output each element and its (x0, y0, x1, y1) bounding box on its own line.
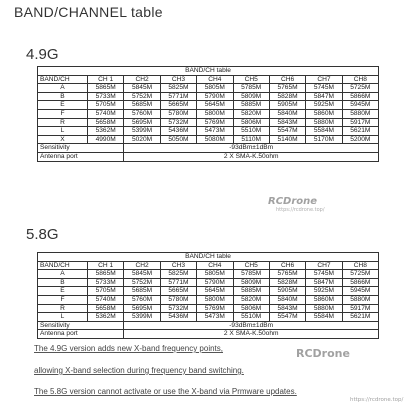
frequency-cell: 5732M (160, 304, 196, 313)
band-label: A (38, 84, 88, 93)
sensitivity-label: Sensitivity (38, 144, 124, 153)
frequency-cell: 5785M (233, 84, 269, 93)
frequency-cell: 5510M (233, 127, 269, 136)
frequency-cell: 5740M (88, 109, 124, 118)
frequency-cell: 5765M (269, 270, 305, 279)
band-channel-table-4-9g (37, 66, 379, 162)
note-line: The 5.8G version cannot activate or use the X-band via Prmware updates. (34, 387, 297, 396)
frequency-cell: 5140M (269, 135, 305, 144)
page-title: BAND/CHANNEL table (14, 4, 163, 20)
frequency-cell: 5665M (160, 287, 196, 296)
frequency-cell: 5769M (197, 118, 233, 127)
frequency-cell: 5885M (233, 287, 269, 296)
frequency-cell: 5880M (342, 109, 378, 118)
channel-header: CH6 (269, 75, 305, 84)
table-row (38, 304, 379, 313)
band-label: R (38, 304, 88, 313)
frequency-cell: 5917M (342, 118, 378, 127)
watermark-url: https://rcdrone.top/ (350, 397, 404, 403)
band-column-header: BAND/CH (38, 75, 88, 84)
frequency-cell: 5805M (197, 84, 233, 93)
frequency-cell: 5805M (197, 270, 233, 279)
frequency-cell: 5843M (269, 304, 305, 313)
frequency-cell: 5695M (124, 304, 160, 313)
frequency-cell: 5780M (160, 109, 196, 118)
frequency-cell: 4990M (88, 135, 124, 144)
channel-header: CH5 (233, 75, 269, 84)
frequency-cell: 5880M (306, 118, 342, 127)
frequency-cell: 5925M (306, 101, 342, 110)
channel-header: CH2 (124, 261, 160, 270)
frequency-cell: 5905M (269, 287, 305, 296)
frequency-cell: 5473M (197, 127, 233, 136)
frequency-cell: 5510M (233, 313, 269, 322)
frequency-cell: 5658M (88, 118, 124, 127)
watermark-brand: RCDrone (296, 347, 350, 360)
frequency-cell: 5828M (269, 278, 305, 287)
frequency-cell: 5733M (88, 278, 124, 287)
table-row (38, 278, 379, 287)
channel-header: CH7 (306, 261, 342, 270)
frequency-cell: 5825M (160, 270, 196, 279)
frequency-cell: 5840M (269, 109, 305, 118)
frequency-cell: 5760M (124, 109, 160, 118)
frequency-cell: 5865M (88, 270, 124, 279)
frequency-cell: 5362M (88, 313, 124, 322)
channel-header: CH5 (233, 261, 269, 270)
note-line: allowing X-band selection during frequency band switching. (34, 366, 244, 375)
channel-header: CH7 (306, 75, 342, 84)
frequency-cell: 5790M (197, 278, 233, 287)
frequency-cell: 5695M (124, 118, 160, 127)
frequency-cell: 5752M (124, 278, 160, 287)
band-label: B (38, 92, 88, 101)
table-caption: BAND/CH table (38, 253, 379, 262)
frequency-cell: 5840M (269, 295, 305, 304)
frequency-cell: 5860M (306, 295, 342, 304)
antenna-port-row (38, 330, 379, 339)
band-label: A (38, 270, 88, 279)
frequency-cell: 5771M (160, 92, 196, 101)
channel-header: CH3 (160, 261, 196, 270)
table-row (38, 101, 379, 110)
sensitivity-label: Sensitivity (38, 321, 124, 330)
frequency-cell: 5806M (233, 118, 269, 127)
frequency-cell: 5547M (269, 313, 305, 322)
table-row (38, 127, 379, 136)
band-column-header: BAND/CH (38, 261, 88, 270)
frequency-cell: 5362M (88, 127, 124, 136)
frequency-cell: 5820M (233, 109, 269, 118)
frequency-cell: 5828M (269, 92, 305, 101)
frequency-cell: 5880M (342, 295, 378, 304)
band-label: E (38, 101, 88, 110)
band-label: F (38, 295, 88, 304)
table-row (38, 92, 379, 101)
table-caption: BAND/CH table (38, 67, 379, 76)
frequency-cell: 5399M (124, 127, 160, 136)
frequency-cell: 5825M (160, 84, 196, 93)
frequency-cell: 5880M (306, 304, 342, 313)
band-label: R (38, 118, 88, 127)
channel-header: CH 1 (88, 261, 124, 270)
frequency-cell: 5945M (342, 287, 378, 296)
frequency-cell: 5110M (233, 135, 269, 144)
sensitivity-value: -93dBm±1dBm (124, 321, 379, 330)
table-caption-row (38, 67, 379, 76)
band-label: L (38, 127, 88, 136)
frequency-cell: 5945M (342, 101, 378, 110)
frequency-cell: 5790M (197, 92, 233, 101)
antenna-port-row (38, 152, 379, 161)
sensitivity-row (38, 144, 379, 153)
frequency-cell: 5436M (160, 127, 196, 136)
antenna-port-label: Antenna port (38, 152, 124, 161)
channel-header: CH6 (269, 261, 305, 270)
frequency-cell: 5705M (88, 101, 124, 110)
band-label: L (38, 313, 88, 322)
table-caption-row (38, 253, 379, 262)
frequency-cell: 5765M (269, 84, 305, 93)
frequency-cell: 5745M (306, 270, 342, 279)
frequency-cell: 5809M (233, 92, 269, 101)
frequency-cell: 5785M (233, 270, 269, 279)
frequency-cell: 5847M (306, 92, 342, 101)
frequency-cell: 5685M (124, 287, 160, 296)
frequency-cell: 5866M (342, 92, 378, 101)
frequency-cell: 5752M (124, 92, 160, 101)
watermark-brand: RCDrone (268, 196, 318, 207)
section-title-4-9g: 4.9G (26, 46, 59, 63)
frequency-cell: 5584M (306, 313, 342, 322)
frequency-cell: 5621M (342, 127, 378, 136)
frequency-cell: 5050M (160, 135, 196, 144)
frequency-cell: 5885M (233, 101, 269, 110)
frequency-cell: 5733M (88, 92, 124, 101)
frequency-cell: 5809M (233, 278, 269, 287)
frequency-cell: 5665M (160, 101, 196, 110)
antenna-port-value: 2 X SMA-K.50ohm (124, 330, 379, 339)
frequency-cell: 5473M (197, 313, 233, 322)
table-row (38, 109, 379, 118)
band-label: X (38, 135, 88, 144)
frequency-cell: 5200M (342, 135, 378, 144)
frequency-cell: 5170M (306, 135, 342, 144)
frequency-cell: 5547M (269, 127, 305, 136)
frequency-cell: 5645M (197, 287, 233, 296)
frequency-cell: 5725M (342, 270, 378, 279)
table-row (38, 287, 379, 296)
frequency-cell: 5436M (160, 313, 196, 322)
channel-header: CH4 (197, 261, 233, 270)
note-line: The 4.9G version adds new X-band frequency points, (34, 344, 223, 353)
frequency-cell: 5845M (124, 84, 160, 93)
frequency-cell: 5865M (88, 84, 124, 93)
frequency-cell: 5399M (124, 313, 160, 322)
frequency-cell: 5645M (197, 101, 233, 110)
frequency-cell: 5685M (124, 101, 160, 110)
table-row (38, 313, 379, 322)
frequency-cell: 5020M (124, 135, 160, 144)
frequency-cell: 5800M (197, 109, 233, 118)
channel-header: CH8 (342, 75, 378, 84)
table-header-row (38, 261, 379, 270)
table-header-row (38, 75, 379, 84)
channel-header: CH2 (124, 75, 160, 84)
section-title-5-8g: 5.8G (26, 226, 59, 243)
frequency-cell: 5845M (124, 270, 160, 279)
channel-header: CH 1 (88, 75, 124, 84)
frequency-cell: 5847M (306, 278, 342, 287)
table-row (38, 135, 379, 144)
frequency-cell: 5725M (342, 84, 378, 93)
frequency-cell: 5740M (88, 295, 124, 304)
table-row (38, 84, 379, 93)
frequency-cell: 5745M (306, 84, 342, 93)
table-row (38, 118, 379, 127)
frequency-cell: 5760M (124, 295, 160, 304)
frequency-cell: 5769M (197, 304, 233, 313)
frequency-cell: 5843M (269, 118, 305, 127)
frequency-cell: 5705M (88, 287, 124, 296)
frequency-cell: 5780M (160, 295, 196, 304)
table-row (38, 295, 379, 304)
frequency-cell: 5732M (160, 118, 196, 127)
frequency-cell: 5621M (342, 313, 378, 322)
frequency-cell: 5820M (233, 295, 269, 304)
frequency-cell: 5860M (306, 109, 342, 118)
frequency-cell: 5925M (306, 287, 342, 296)
frequency-cell: 5866M (342, 278, 378, 287)
band-label: F (38, 109, 88, 118)
frequency-cell: 5771M (160, 278, 196, 287)
watermark-url: https://rcdrone.top/ (276, 207, 325, 213)
frequency-cell: 5658M (88, 304, 124, 313)
sensitivity-row (38, 321, 379, 330)
band-channel-table-5-8g (37, 252, 379, 339)
frequency-cell: 5917M (342, 304, 378, 313)
frequency-cell: 5584M (306, 127, 342, 136)
frequency-cell: 5806M (233, 304, 269, 313)
channel-header: CH8 (342, 261, 378, 270)
antenna-port-value: 2 X SMA-K.50ohm (124, 152, 379, 161)
channel-header: CH3 (160, 75, 196, 84)
band-label: B (38, 278, 88, 287)
antenna-port-label: Antenna port (38, 330, 124, 339)
frequency-cell: 5080M (197, 135, 233, 144)
frequency-cell: 5800M (197, 295, 233, 304)
table-row (38, 270, 379, 279)
frequency-cell: 5905M (269, 101, 305, 110)
band-label: E (38, 287, 88, 296)
sensitivity-value: -93dBm±1dBm (124, 144, 379, 153)
channel-header: CH4 (197, 75, 233, 84)
